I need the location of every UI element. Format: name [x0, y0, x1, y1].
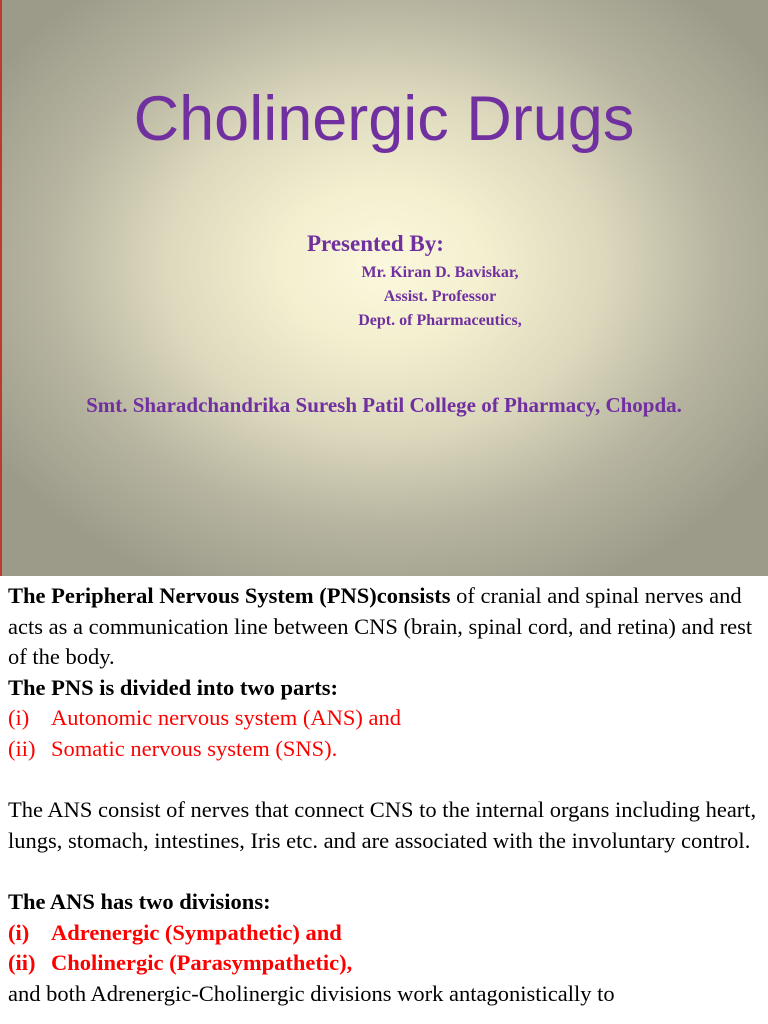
ans-division-number: (ii): [8, 950, 36, 976]
ans-division-heading: [8, 887, 760, 918]
pns-definition-bold: The Peripheral Nervous System (PNS)consists: [8, 583, 451, 608]
paragraph-spacer: [8, 765, 760, 796]
presented-by-label: Presented By:: [307, 231, 444, 256]
presenter-role: Assist. Professor: [383, 288, 497, 305]
presenter-name: Mr. Kiran D. Baviskar,: [361, 264, 519, 281]
ans-division-text: Cholinergic (Parasympathetic),: [51, 950, 353, 976]
ans-division-item: [8, 948, 760, 979]
pns-part-number: (i): [8, 705, 30, 731]
ans-division-item: [8, 918, 760, 949]
slide-left-edge-line: [0, 0, 2, 576]
pns-part-text: Somatic nervous system (SNS).: [51, 735, 338, 761]
pns-part-number: (ii): [8, 735, 36, 761]
antagonism-paragraph-partial: and both Adrenergic-Cholinergic divisions work antagonistically to: [8, 980, 615, 1006]
pns-division-heading-text: The PNS is divided into two parts:: [8, 674, 339, 700]
pns-part-item: [8, 703, 760, 734]
document-body: [8, 581, 760, 1009]
pns-part-item: [8, 734, 760, 765]
paragraph-spacer: [8, 856, 760, 887]
presenter-details: [330, 261, 550, 333]
ans-description-paragraph: The ANS consist of nerves that connect CNS to the internal organs including heart, lungs, stomach, intestines, Iris etc. and are associated with the involuntary control.: [8, 797, 757, 853]
pns-definition-text: of cranial and spinal nerves and acts as a communication line between CNS (brain, spinal cord, and retina) and rest of the body.: [8, 583, 753, 670]
presenter-department: Dept. of Pharmaceutics,: [358, 312, 522, 329]
college-name: Smt. Sharadchandrika Suresh Patil College of Pharmacy, Chopda.: [86, 393, 682, 417]
pns-part-text: Autonomic nervous system (ANS) and: [51, 705, 401, 731]
ans-division-number: (i): [8, 919, 30, 945]
slide-title: Cholinergic Drugs: [133, 84, 635, 154]
pns-definition-paragraph: [8, 581, 760, 673]
pns-division-heading: [8, 673, 760, 704]
ans-division-heading-text: The ANS has two divisions:: [8, 888, 271, 914]
ans-division-text: Adrenergic (Sympathetic) and: [51, 919, 342, 945]
